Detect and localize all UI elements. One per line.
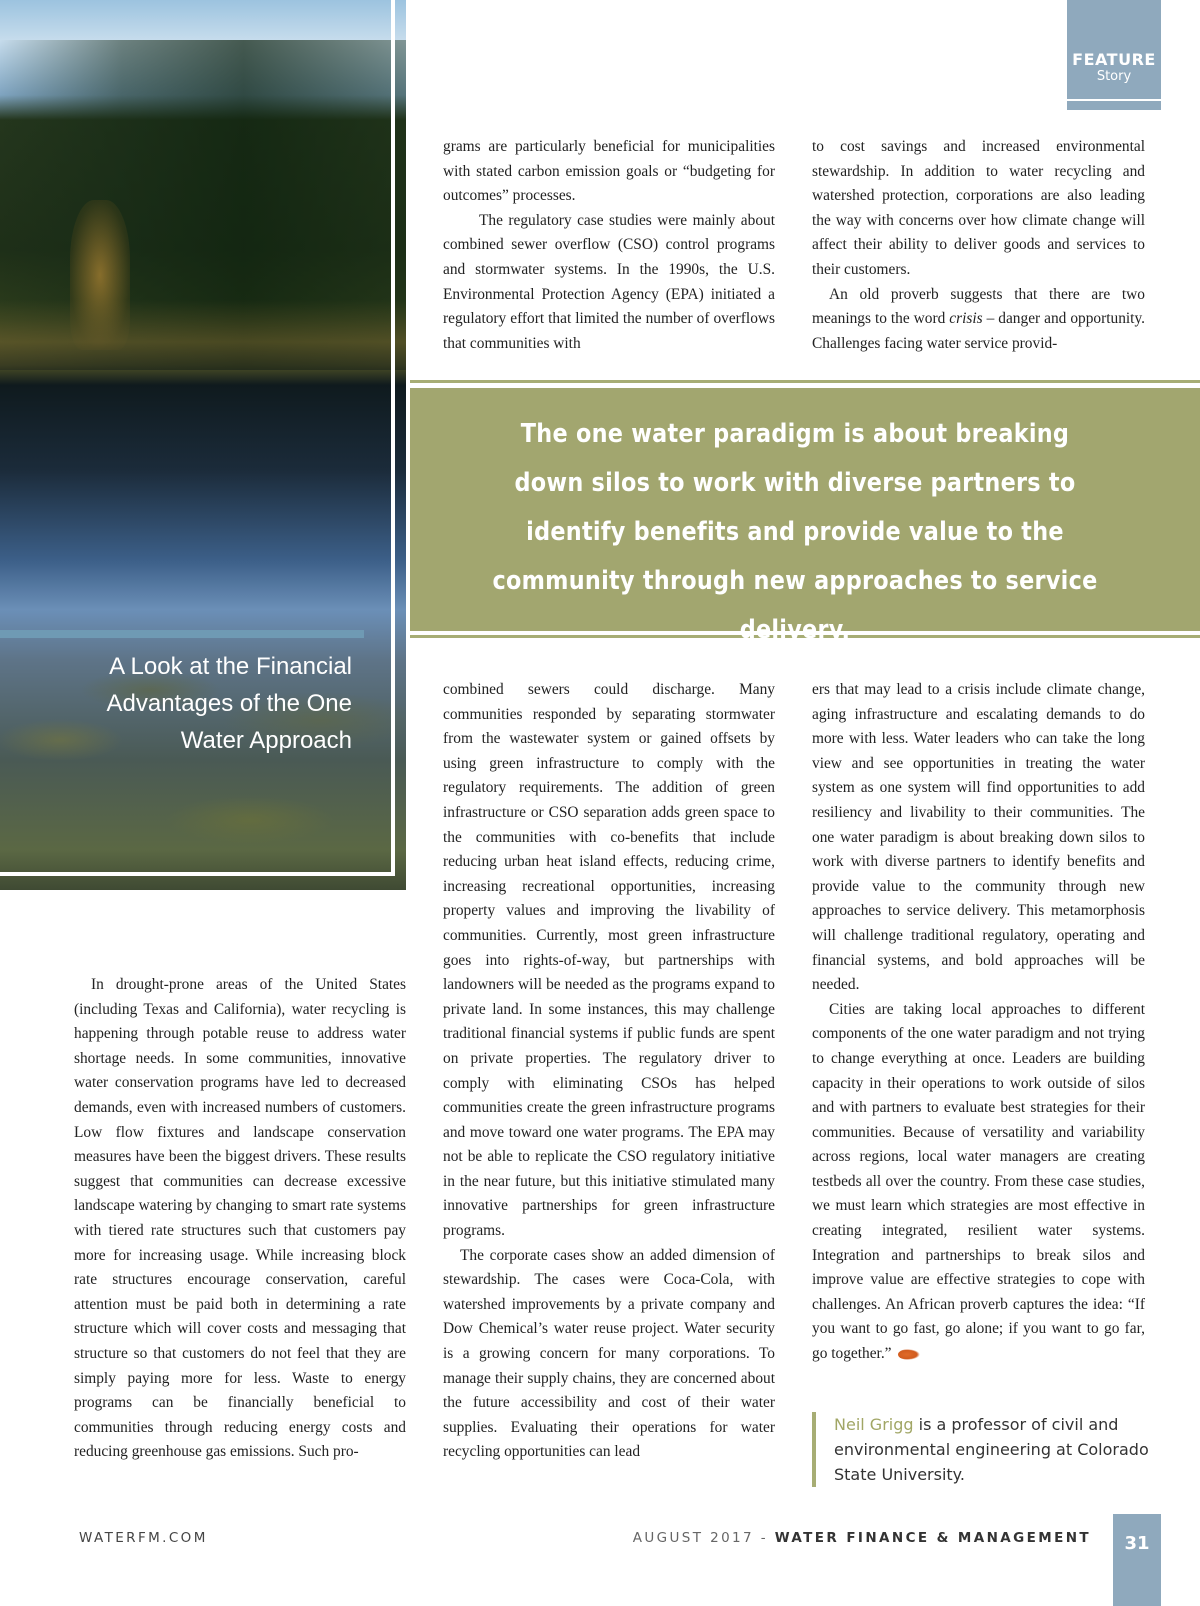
text-run: Cities are taking local approaches to different components of the one water paradigm and not trying to change everything at once. Leaders are building capacity in their operations to work outside of silos and with partners to evaluate best strategies for their communities. Because of versatility and variability across regions, local water managers are creating testbeds all over the country. From these case studies, we must learn which strategies are most effective in creating integrated, resilient water systems. Integration and partnerships to break silos and improve value are effective strategies to cope with challenges. An African proverb captures the idea: “If you want to go fast, go alone; if you want to go far, go together.” <box>812 1000 1145 1363</box>
fish-icon <box>898 1349 920 1360</box>
tab-stripe <box>1067 99 1161 110</box>
author-bio <box>812 1412 1174 1487</box>
paragraph: The corporate cases show an added dimension of stewardship. The cases were Coca-Cola, with watershed improvements by a private company and Dow Chemical’s water reuse project. Water security is a growing concern for many corporations. To manage their supply chains, they are concerned about the future accessibility and cost of their water supplies. Evaluating their operations for water recycling opportunities can lead <box>443 1246 775 1461</box>
paragraph: In drought-prone areas of the United States (including Texas and California), water recycling is happening through potable reuse to address water shortage needs. In some communities, innovative water conservation programs have led to decreased demands, even with increased numbers of customers. Low flow fixtures and landscape conservation measures have been the biggest drivers. These results suggest that communities can decrease excessive landscape watering by changing to smart rate systems with tiered rate structures such that customers pay more for increasing usage. While increasing block rate structures encourage conservation, careful attention must be paid both in determining a rate structure which will cover costs and messaging that structure so that customers do not feel that they are simply paying more for less. Waste to energy programs can be financially beneficial to communities through reducing energy costs and reducing greenhouse gas emissions. Such pro- <box>74 976 406 1461</box>
paragraph: grams are particularly beneficial for municipalities with stated carbon emission goals or “budgeting for outcomes” processes. <box>443 138 775 205</box>
page-number: 31 <box>1124 1533 1150 1554</box>
author-name: Neil Grigg <box>834 1415 914 1434</box>
top-middle-column <box>443 135 775 356</box>
title-line-3: Water Approach <box>180 727 352 754</box>
lake-forest-photo <box>0 0 406 890</box>
paragraph: to cost savings and increased environmental stewardship. In addition to water recycling and watershed protection, corporations are also leading the way with concerns over how climate change will affect their ability to deliver goods and services to their customers. <box>812 138 1145 278</box>
emphasis: crisis <box>949 310 983 328</box>
paragraph: combined sewers could discharge. Many communities responded by separating stormwater from the wastewater system or gained offsets by using green infrastructure to comply with the regulatory requirements. The addition of green infrastructure or CSO separation adds green space to the communities with co-benefits that include reducing urban heat island effects, reducing crime, increasing recreational opportunities, increasing property values and improving the livability of communities. Currently, most green infrastructure goes into rights-of-way, but partnerships with landowners will be needed as the programs expand to private land. In some instances, this may challenge traditional financial systems if public funds are spent on private properties. The regulatory driver to comply with eliminating CSOs has helped communities create the green infrastructure programs and move toward one water programs. The EPA may not be able to replicate the CSO regulatory initiative in the near future, but this initiative stimulated many innovative partnerships for green infrastructure programs. <box>443 681 775 1240</box>
magazine-name: WATER FINANCE & MANAGEMENT <box>774 1530 1091 1546</box>
issue-date: AUGUST 2017 <box>632 1530 755 1546</box>
text-run: An old proverb suggests that there are two meanings to the word <box>812 285 1145 328</box>
shoreline <box>0 300 406 370</box>
left-column <box>74 973 406 1465</box>
photo-frame-right <box>391 0 395 876</box>
footer-site: WATERFM.COM <box>79 1530 208 1546</box>
story-label: Story <box>1096 69 1132 84</box>
article-title <box>22 648 352 759</box>
paragraph: ers that may lead to a crisis include climate change, aging infrastructure and escalating demands to do more with less. Water leaders who can take the long view and see opportunities in treating the water system as one system will find opportunities to add resiliency and livability to their communities. The one water paradigm is about breaking down silos to work with diverse partners to identify benefits and provide value to the community through new approaches to service delivery. This metamorphosis will challenge traditional regulatory, operating and financial systems, and bold approaches will be needed. <box>812 681 1145 994</box>
page-number-tab <box>1113 1514 1161 1606</box>
footer-separator: - <box>754 1530 775 1546</box>
middle-column <box>443 678 775 1465</box>
photo-frame-bottom <box>0 872 395 876</box>
feature-story-tab <box>1067 0 1161 99</box>
title-line-2: Advantages of the One <box>106 690 352 717</box>
text-run: – danger and opportunity. Challenges facing water service provid- <box>812 310 1145 352</box>
right-column <box>812 678 1145 1367</box>
caption-rule <box>0 630 364 638</box>
paragraph <box>812 283 1145 357</box>
footer-issue <box>633 1530 1091 1546</box>
title-line-1: A Look at the Financial <box>109 653 352 680</box>
top-right-column <box>812 135 1145 356</box>
bio-text: is a professor of civil and environmental engineering at Colorado State University. <box>834 1415 1149 1484</box>
pull-quote: The one water paradigm is about breaking down silos to work with diverse partners to identify benefits and provide value to the community through new approaches to service delivery. <box>492 419 1098 645</box>
paragraph: The regulatory case studies were mainly about combined sewer overflow (CSO) control programs and stormwater systems. In the 1990s, the U.S. Environmental Protection Agency (EPA) initiated a regulatory effort that limited the number of overflows that communities with <box>443 211 775 352</box>
paragraph <box>812 998 1145 1367</box>
pull-quote-top-rule <box>410 380 1200 383</box>
feature-label: FEATURE <box>1072 50 1156 69</box>
